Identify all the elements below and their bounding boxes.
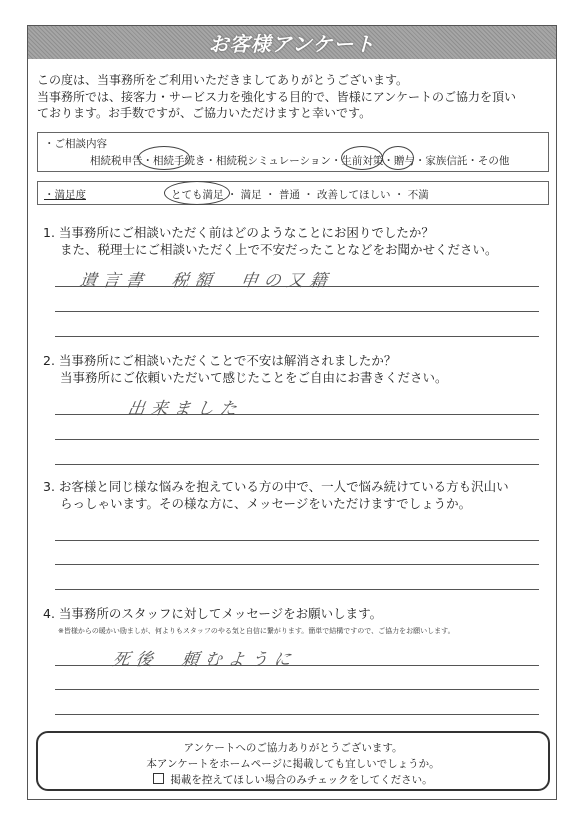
circle-mark — [138, 146, 190, 170]
answer-line — [55, 714, 539, 715]
footer-line: アンケートへのご協力ありがとうございます。 — [183, 742, 403, 754]
footer-line: 本アンケートをホームページに掲載しても宜しいでしょうか。 — [146, 758, 440, 770]
checkbox-label: 掲載を控えてほしい場合のみチェックをしてください。 — [170, 774, 433, 786]
intro-line: ております。お手数ですが、ご協力いただけますと幸いです。 — [37, 106, 372, 120]
answer-line — [55, 286, 539, 287]
answer-line — [55, 464, 539, 465]
circle-mark — [164, 181, 230, 205]
answer-line — [55, 439, 539, 440]
consultation-box — [37, 132, 549, 172]
satisfaction-box — [37, 181, 549, 205]
question-text: 当事務所にご依頼いただいて感じたことをご自由にお書きください。 — [60, 370, 448, 385]
satisfaction-label: ・満足度 — [44, 189, 86, 201]
question-text: 3. お客様と同じ様な悩みを抱えている方の中で、一人で悩み続けている方も沢山い — [43, 479, 509, 494]
page-title: お客様アンケート — [208, 32, 376, 56]
question-2 — [43, 352, 448, 386]
intro-line: 当事務所では、接客力・サービス力を強化する目的で、皆様にアンケートのご協力を頂い — [37, 89, 517, 104]
answer-line — [55, 564, 539, 565]
consultation-options: 相続税申告・相続手続き・相続税シミュレーション・生前対策・贈与・家族信託・その他 — [90, 155, 510, 167]
answer-line — [55, 311, 539, 312]
question-1 — [43, 224, 498, 258]
question-3 — [43, 478, 509, 512]
circle-mark — [341, 146, 383, 170]
question-text: また、税理士にご相談いただく上で不安だったことなどをお聞かせください。 — [60, 242, 498, 257]
publish-opt-out-checkbox[interactable] — [153, 773, 164, 784]
footer-checkbox-row — [38, 772, 548, 788]
satisfaction-options: とても満足 ・ 満足 ・ 普通 ・ 改善してほしい ・ 不満 — [171, 189, 429, 201]
answer-line — [55, 665, 539, 666]
answer-line — [55, 540, 539, 541]
question-note: ※皆様からの暖かい励ましが、何よりもスタッフのやる気と自信に繋がります。簡単で結構ですので、ご協力をお願いします。 — [58, 627, 455, 635]
question-text: 1. 当事務所にご相談いただく前はどのようなことにお困りでしたか？ — [43, 225, 434, 240]
question-text: 2. 当事務所にご相談いただくことで不安は解消されましたか？ — [43, 353, 397, 368]
intro-text — [37, 72, 552, 122]
handwritten-answer: 遺言書 税額 申の又籍 — [78, 271, 335, 291]
answer-line — [55, 589, 539, 590]
question-4 — [43, 605, 382, 622]
survey-sheet — [27, 25, 557, 800]
answer-line — [55, 414, 539, 415]
title-bar — [28, 26, 556, 59]
handwritten-answer: 死後 頼むように — [111, 650, 299, 670]
answer-line — [55, 336, 539, 337]
question-text: らっしゃいます。その様な方に、メッセージをいただけますでしょうか。 — [60, 496, 472, 511]
consultation-label: ・ご相談内容 — [44, 138, 107, 150]
answer-line — [55, 689, 539, 690]
intro-line: この度は、当事務所をご利用いただきましてありがとうございます。 — [37, 73, 409, 87]
handwritten-answer: 出来ました — [126, 399, 245, 419]
footer-box — [36, 731, 550, 791]
circle-mark — [382, 146, 414, 170]
question-text: 4. 当事務所のスタッフに対してメッセージをお願いします。 — [43, 606, 383, 621]
